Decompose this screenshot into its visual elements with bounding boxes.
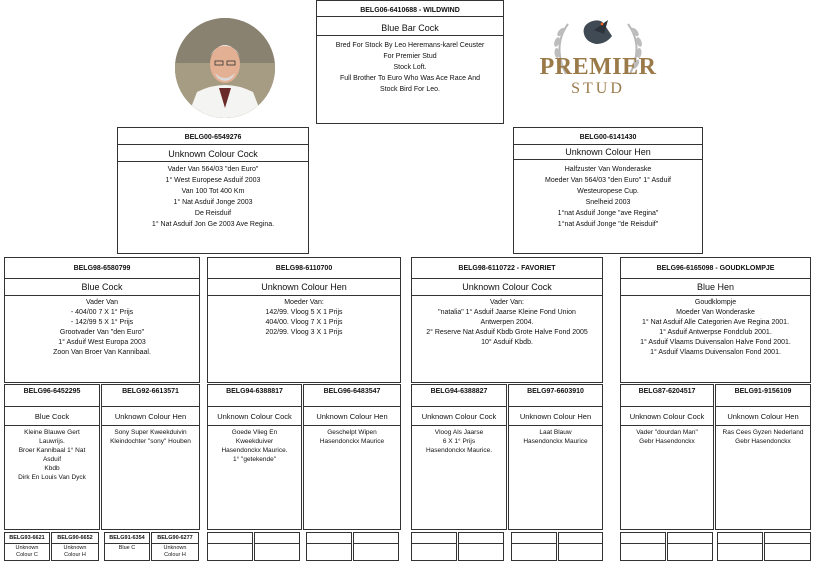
g4-box	[207, 532, 253, 561]
g4-box	[411, 532, 457, 561]
bird-description: Moeder Van: 142/99. Vloog 5 X 1 Prijs 404/00. Vloog 7 X 1 Prijs 202/99. Vloog 3 X 1 Prijs	[265, 299, 343, 336]
ring-number: BELG92-6613571	[122, 388, 179, 395]
g4-box	[151, 532, 199, 561]
g4-box	[620, 532, 666, 561]
ring-number: BELG00-6549276	[184, 134, 242, 141]
bird-name: Blue Cock	[34, 412, 70, 421]
parent-box-dam	[513, 127, 703, 254]
bird-name: Unknown Colour Cock	[462, 282, 552, 292]
g4-box	[667, 532, 713, 561]
bird-description: Vader Van 564/03 "den Euro" 1° West Europese Asduif 2003 Van 100 Tot 400 Km 1° Nat Asduif Jonge 2003 De Reisduif 1° Nat Asduif Jon Ge 2003 Ave Regina.	[151, 166, 275, 228]
bird-name: Unknown Colour Cock	[168, 149, 258, 159]
g4-box	[353, 532, 399, 561]
bird-name: Unknown Colour H	[63, 545, 87, 558]
bird-description: Vloog Als Jaarse 6 X 1° Prijs Hasendonckx Maurice.	[425, 429, 493, 454]
grandparent-box	[411, 257, 603, 383]
bird-description: Laat Blauw Hasendonckx Maurice	[523, 429, 588, 445]
great-grandparent-box	[4, 384, 100, 530]
g4-box	[254, 532, 300, 561]
ring-number: BELG90-6652	[57, 535, 93, 541]
grandparent-box	[207, 257, 401, 383]
great-grandparent-box	[620, 384, 714, 530]
ring-number: BELG91-9156109	[734, 388, 792, 395]
g4-box	[306, 532, 352, 561]
great-grandparent-box	[508, 384, 603, 530]
bird-name: Blue Bar Cock	[381, 23, 439, 33]
g4-box	[558, 532, 603, 561]
ring-number: BELG00-6141430	[579, 134, 637, 141]
ring-number: BELG87-6204517	[638, 388, 696, 395]
bird-description: Goudklompje Moeder Van Wonderaske 1° Nat Asduif Alle Categorien Ave Regina 2001. 1° Asduif Antwerpse Fondclub 2001. 1° Asduif Vlaams Duivensalon Halve Fond 2001. 1° Asduif Vlaams Duivensalon Fond 2001.	[640, 299, 791, 356]
ring-number: BELG98-6110700	[275, 265, 333, 272]
ring-number: BELG98-6110722 - FAVORIET	[458, 265, 556, 272]
bird-description: Bred For Stock By Leo Heremans-karel Ceuster For Premier Stud Stock Loft. Full Brother To Euro Who Was Ace Race And Stock Bird For Leo.	[335, 42, 485, 93]
logo-text-premier: PREMIER	[539, 54, 657, 80]
ring-number: BELG91-6354	[109, 535, 145, 541]
bird-description: Geschelpt Wipen Hasendonckx Maurice	[319, 429, 385, 445]
bird-description: Ras Cees Gyzen Nederland Gebr Hasendonckx	[722, 429, 804, 445]
bird-name: Unknown Colour C	[15, 545, 39, 558]
bird-description: Sony Super Kweekduivin Kleindochter "sony" Houben	[110, 429, 191, 445]
ring-number: BELG97-6603910	[527, 388, 584, 395]
bird-name: Unknown Colour Cock	[217, 412, 292, 421]
breeder-photo	[175, 18, 275, 118]
ring-number: BELG94-6388817	[226, 388, 283, 395]
bird-name: Unknown Colour H	[163, 545, 187, 558]
bird-description: Vader Van: "natalia" 1° Asduif Jaarse Kleine Fond Union Antwerpen 2004. 2° Reserve Nat Asduif Kbdb Grote Halve Fond 2005 10° Asduif Kbdb.	[426, 299, 588, 346]
bird-name: Unknown Colour Hen	[565, 147, 651, 157]
parent-box-sire	[117, 127, 309, 254]
bird-description: Goede Vlieg En Kweekduiver Hasendonckx Maurice. 1° "getekende"	[221, 429, 288, 463]
g4-box	[51, 532, 99, 561]
bird-name: Unknown Colour Hen	[727, 412, 799, 421]
bird-name: Unknown Colour Cock	[421, 412, 497, 421]
great-grandparent-box	[303, 384, 401, 530]
ring-number: BELG96-6452295	[23, 388, 81, 395]
bird-name: Unknown Colour Hen	[261, 282, 347, 292]
ring-number: BELG94-6388827	[430, 388, 488, 395]
bird-description: Halfzuster Van Wonderaske Moeder Van 564/03 "den Euro" 1° Asduif Westeuropese Cup. Snelheid 2003 1°nat Asduif Jonge "ave Regina" 1°nat Asduif Jonge "de Reisduif"	[545, 166, 671, 228]
grandparent-box	[4, 257, 200, 383]
ring-number: BELG90-6277	[157, 535, 193, 541]
bird-description: Kleine Blauwe Gert Lauwrijs. Broer Kannibaal 1° Nat Asduif Kbdb Dirk En Louis Van Dyck	[18, 429, 86, 481]
pedigree-root-box	[316, 0, 504, 124]
g4-box	[458, 532, 504, 561]
g4-box	[511, 532, 557, 561]
bird-description: Vader Van - 404/00 7 X 1° Prijs - 142/99 5 X 1° Prijs Grootvader Van "den Euro" 1° Asduif West Europa 2003 Zoon Van Broer Van Kannibaal.	[53, 299, 151, 356]
bird-name: Unknown Colour Hen	[114, 412, 187, 421]
ring-number: BELG93-6621	[9, 535, 45, 541]
bird-name: Unknown Colour Hen	[519, 412, 592, 421]
g4-box	[104, 532, 150, 561]
ring-number: BELG98-6580799	[73, 265, 131, 272]
g4-box	[4, 532, 50, 561]
grandparent-box	[620, 257, 811, 383]
great-grandparent-box	[101, 384, 200, 530]
g4-box	[717, 532, 763, 561]
great-grandparent-box	[715, 384, 811, 530]
great-grandparent-box	[207, 384, 302, 530]
great-grandparent-box	[411, 384, 507, 530]
ring-number: BELG96-6165098 - GOUDKLOMPJE	[656, 265, 775, 272]
ring-number: BELG06-6410688 - WILDWIND	[360, 7, 460, 14]
bird-name: Blue Cock	[81, 282, 123, 292]
premier-stud-logo	[538, 12, 658, 112]
bird-name: Blue Hen	[696, 282, 735, 292]
logo-text-stud: STUD	[571, 80, 625, 97]
bird-name: Unknown Colour Hen	[316, 412, 388, 421]
bird-name: Unknown Colour Cock	[629, 412, 705, 421]
ring-number: BELG96-6483547	[323, 388, 381, 395]
g4-box	[764, 532, 811, 561]
bird-name: Blue C	[118, 545, 136, 551]
bird-description: Vader "dourdan Man" Gebr Hasendonckx	[636, 429, 698, 445]
